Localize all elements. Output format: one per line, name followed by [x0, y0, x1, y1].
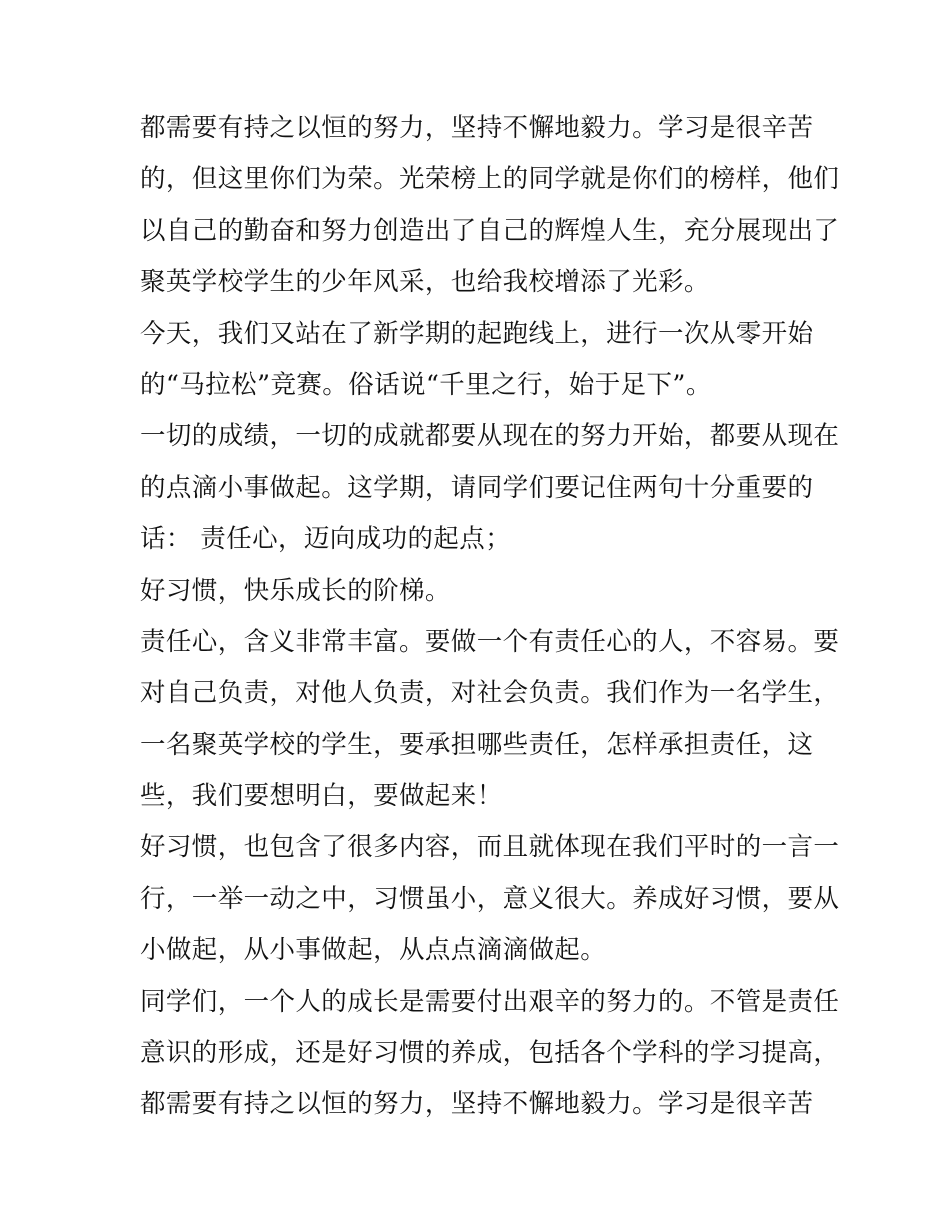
document-body [140, 103, 840, 1131]
text-line: 的“马拉松”竞赛。俗话说“千里之行，始于足下”。 [140, 369, 712, 400]
text-line: 一名聚英学校的学生，要承担哪些责任，怎样承担责任，这 [140, 729, 814, 760]
text-line: 话： 责任心，迈向成功的起点； [140, 524, 512, 555]
text-line: 今天，我们又站在了新学期的起跑线上，进行一次从零开始 [140, 318, 814, 349]
text-line: 的点滴小事做起。这学期，请同学们要记住两句十分重要的 [140, 472, 814, 503]
text-line: 好习惯，也包含了很多内容，而且就体现在我们平时的一言一 [140, 832, 840, 863]
text-line: 小做起，从小事做起，从点点滴滴做起。 [140, 935, 607, 966]
text-line: 对自己负责，对他人负责，对社会负责。我们作为一名学生， [140, 678, 840, 709]
text-line: 意识的形成，还是好习惯的养成，包括各个学科的学习提高， [140, 1038, 840, 1069]
text-line: 同学们，一个人的成长是需要付出艰辛的努力的。不管是责任 [140, 986, 840, 1017]
text-line: 行，一举一动之中，习惯虽小，意义很大。养成好习惯，要从 [140, 883, 840, 914]
text-line: 责任心，含义非常丰富。要做一个有责任心的人，不容易。要 [140, 626, 840, 657]
text-line: 一切的成绩，一切的成就都要从现在的努力开始，都要从现在 [140, 421, 840, 452]
text-line: 好习惯，快乐成长的阶梯。 [140, 575, 451, 606]
text-line: 的，但这里你们为荣。光荣榜上的同学就是你们的榜样，他们 [140, 164, 840, 195]
text-line: 以自己的勤奋和努力创造出了自己的辉煌人生，充分展现出了 [140, 215, 840, 246]
text-line: 些，我们要想明白，要做起来！ [140, 781, 503, 812]
text-line: 都需要有持之以恒的努力，坚持不懈地毅力。学习是很辛苦 [140, 113, 814, 143]
text-line: 都需要有持之以恒的努力，坚持不懈地毅力。学习是很辛苦 [140, 1089, 814, 1120]
text-line: 聚英学校学生的少年风采，也给我校增添了光彩。 [140, 267, 710, 298]
